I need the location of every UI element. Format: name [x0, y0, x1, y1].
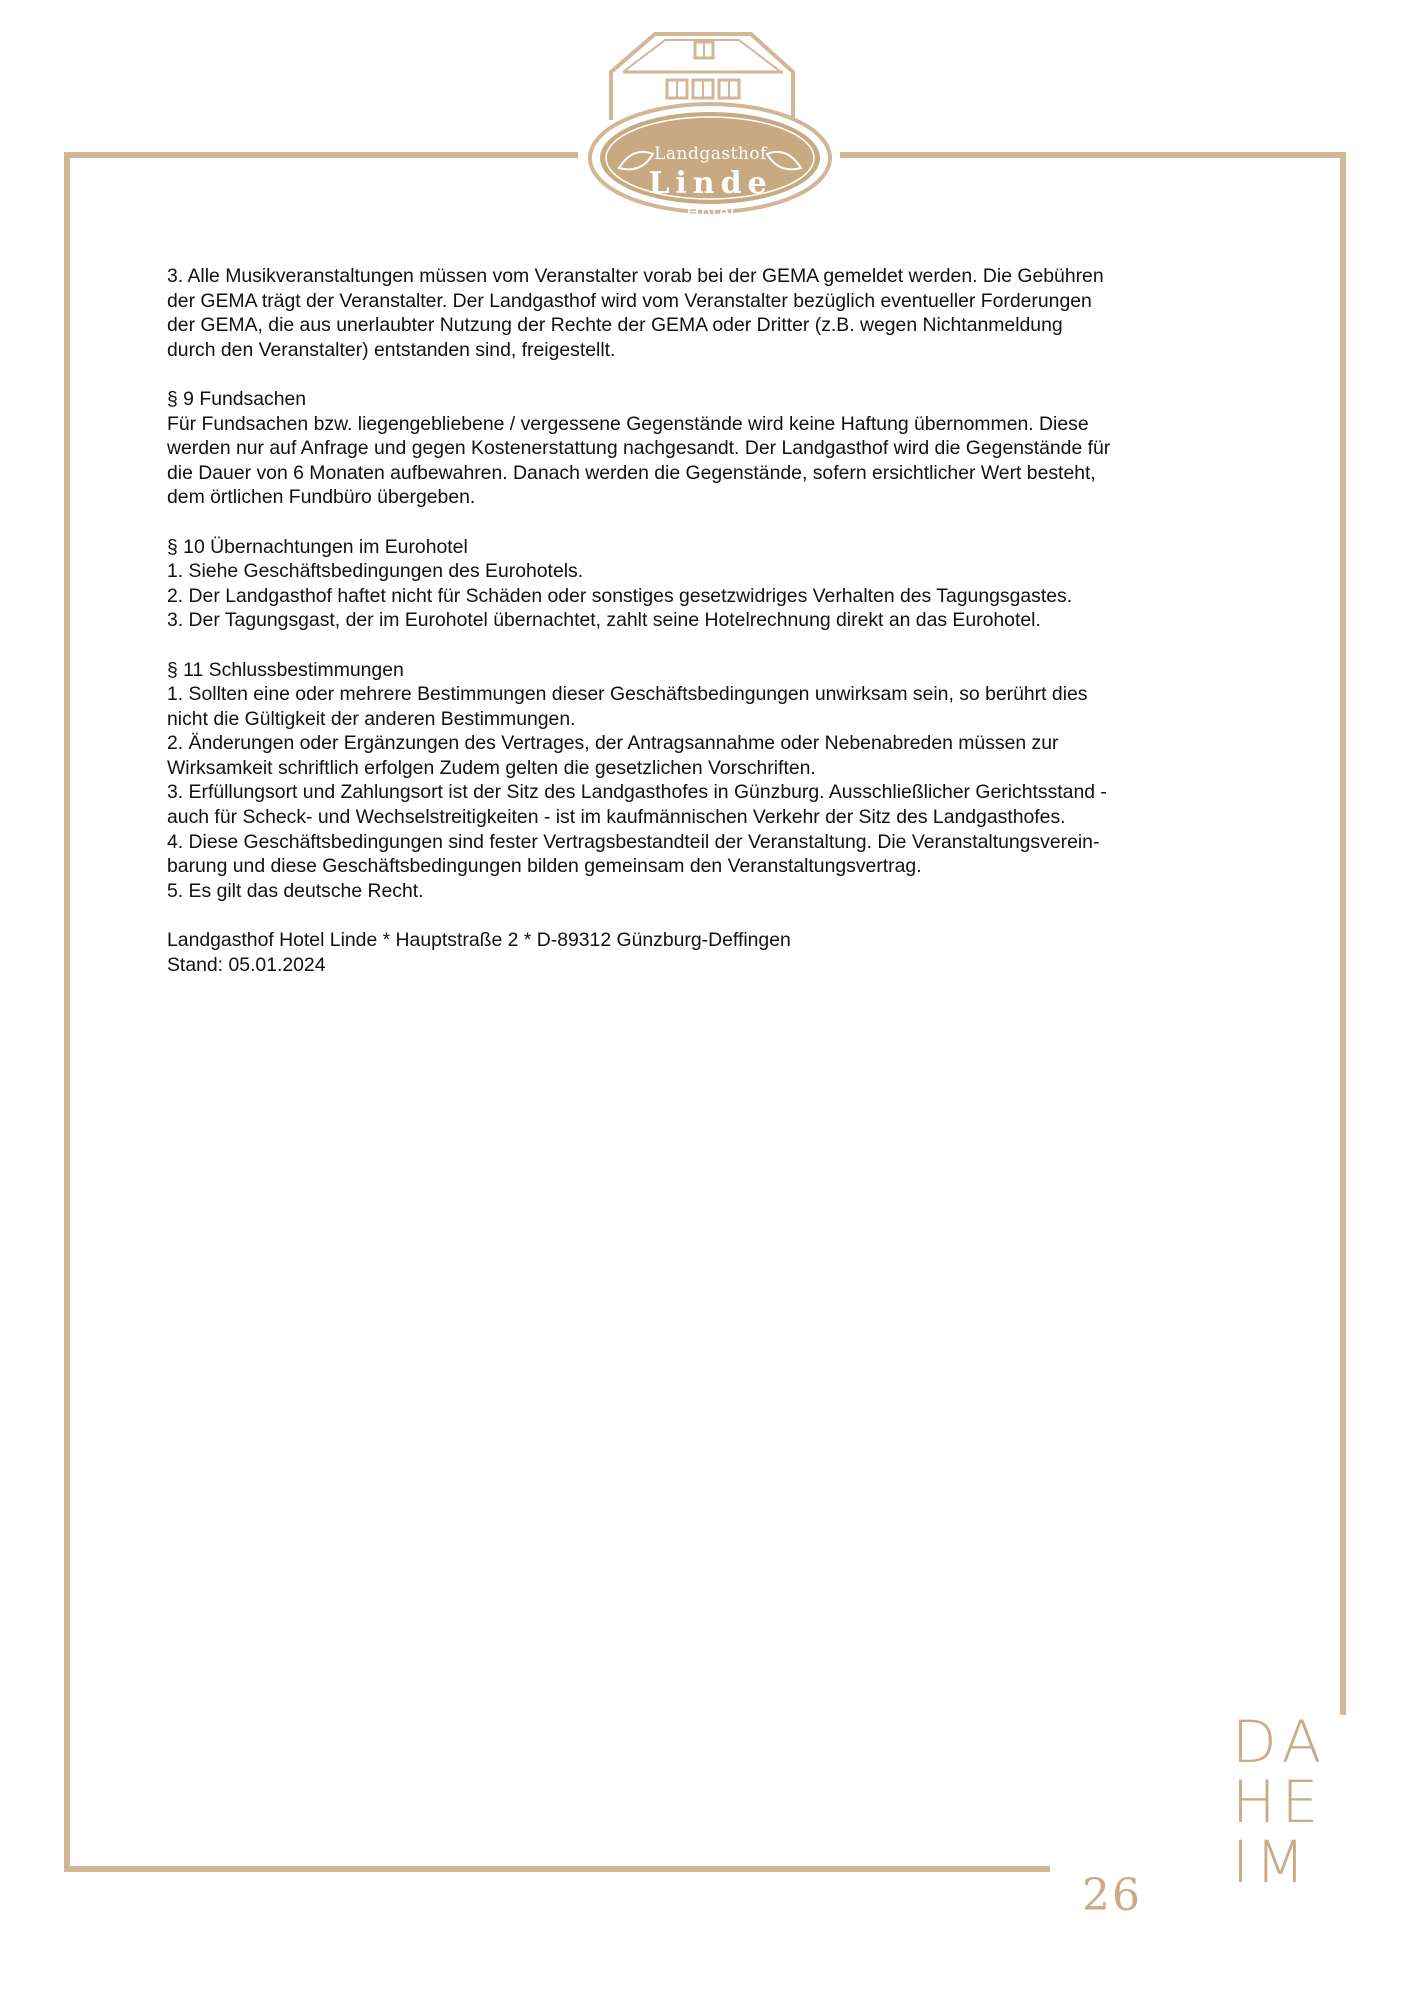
text-line: die Dauer von 6 Monaten aufbewahren. Danach werden die Gegenstände, sofern ersichtlicher Wert besteht, — [167, 461, 1096, 484]
text-line: 4. Diese Geschäftsbedingungen sind fester Vertragsbestandteil der Veranstaltung. Die Veranstaltungsverein- — [167, 830, 1100, 853]
text-line: 3. Erfüllungsort und Zahlungsort ist der Sitz des Landgasthofes in Günzburg. Ausschließlicher Gerichtsstand - — [167, 781, 1107, 804]
hotel-logo — [583, 20, 838, 223]
frame-gap-right — [1330, 1715, 1370, 1945]
brand-mark-line: DA — [1232, 1708, 1328, 1776]
logo-line-landgasthof: Landgasthof — [654, 144, 767, 164]
logo-line-hotel: Hotel — [685, 203, 736, 223]
text-line: der GEMA trägt der Veranstalter. Der Landgasthof wird vom Veranstalter bezüglich eventueller Forderungen — [167, 289, 1092, 312]
text-line: 1. Siehe Geschäftsbedingungen des Eurohotels. — [167, 560, 584, 583]
section-fundsachen — [167, 387, 1217, 510]
brand-mark-line: IM — [1232, 1828, 1312, 1896]
logo-name-linde: Linde — [648, 166, 773, 201]
document-body — [167, 264, 1217, 1002]
text-line: 3. Alle Musikveranstaltungen müssen vom Veranstalter vorab bei der GEMA gemeldet werden. Die Gebühren — [167, 265, 1104, 287]
section-schlussbestimmungen — [167, 658, 1217, 904]
page-number: 26 — [1082, 1870, 1142, 1921]
section-heading: § 11 Schlussbestimmungen — [167, 658, 404, 681]
section-heading: § 9 Fundsachen — [167, 387, 307, 410]
text-line: durch den Veranstalter) entstanden sind, freigestellt. — [167, 338, 616, 361]
section-uebernachtungen — [167, 535, 1217, 633]
text-line: 2. Änderungen oder Ergänzungen des Vertrages, der Antragsannahme oder Nebenabreden müssen zur — [167, 732, 1059, 755]
text-line: 5. Es gilt das deutsche Recht. — [167, 879, 424, 902]
text-line: Wirksamkeit schriftlich erfolgen Zudem gelten die gesetzlichen Vorschriften. — [167, 756, 816, 779]
text-line: 2. Der Landgasthof haftet nicht für Schäden oder sonstiges gesetzwidriges Verhalten des Tagungsgastes. — [167, 584, 1073, 607]
section-heading: § 10 Übernachtungen im Eurohotel — [167, 535, 468, 558]
section-gema — [167, 264, 1217, 362]
brand-mark-line: HE — [1232, 1768, 1325, 1836]
address-footer — [167, 928, 1217, 977]
text-line: barung und diese Geschäftsbedingungen bilden gemeinsam den Veranstaltungsvertrag. — [167, 855, 922, 878]
address-line: Landgasthof Hotel Linde * Hauptstraße 2 * D-89312 Günzburg-Deffingen — [167, 929, 791, 952]
daheim-brand-mark — [1232, 1708, 1328, 1896]
text-line: dem örtlichen Fundbüro übergeben. — [167, 486, 476, 509]
text-line: nicht die Gültigkeit der anderen Bestimmungen. — [167, 707, 576, 730]
text-line: 1. Sollten eine oder mehrere Bestimmungen dieser Geschäftsbedingungen unwirksam sein, so berührt dies — [167, 683, 1088, 706]
text-line: der GEMA, die aus unerlaubter Nutzung der Rechte der GEMA oder Dritter (z.B. wegen Nichtanmeldung — [167, 314, 1063, 337]
text-line: auch für Scheck- und Wechselstreitigkeiten - ist im kaufmännischen Verkehr der Sitz des Landgasthofes. — [167, 806, 1066, 829]
date-line: Stand: 05.01.2024 — [167, 953, 326, 976]
text-line: Für Fundsachen bzw. liegengebliebene / vergessene Gegenstände wird keine Haftung übernommen. Diese — [167, 412, 1089, 435]
text-line: werden nur auf Anfrage und gegen Kostenerstattung nachgesandt. Der Landgasthof wird die Gegenstände für — [167, 437, 1111, 460]
text-line: 3. Der Tagungsgast, der im Eurohotel übernachtet, zahlt seine Hotelrechnung direkt an das Eurohotel. — [167, 609, 1041, 632]
